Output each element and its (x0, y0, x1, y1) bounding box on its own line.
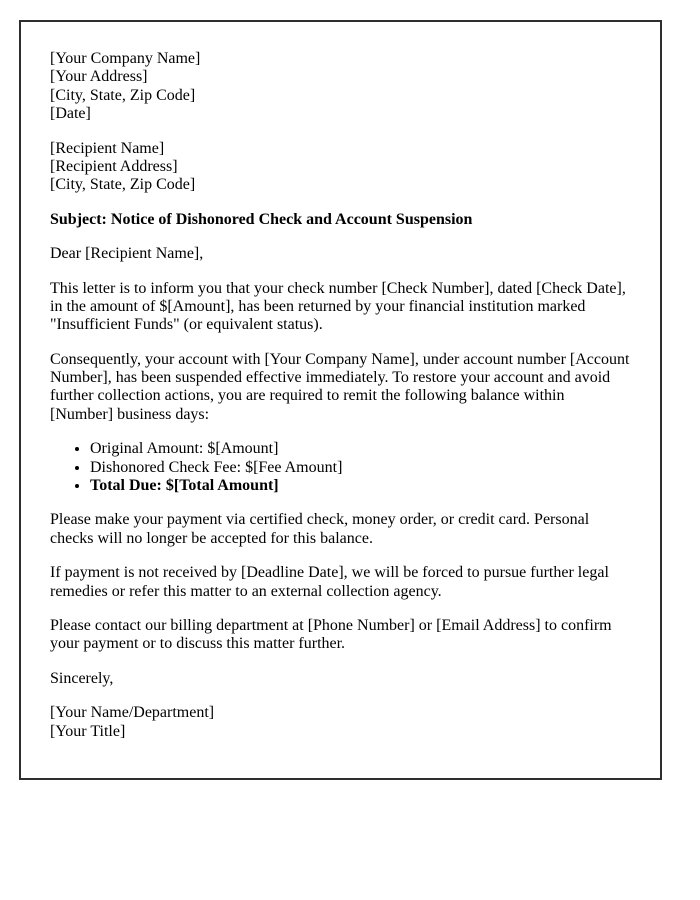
bullet-dishonored-check-fee: • Dishonored Check Fee: $[Fee Amount] (90, 459, 631, 477)
subject-line: Subject: Notice of Dishonored Check and Account Suspension (50, 210, 473, 228)
signature-title-line: [Your Title] (50, 722, 126, 740)
bullet-total-due: • Total Due: $[Total Amount] (90, 477, 631, 495)
body-paragraph-2: Consequently, your account with [Your Company Name], under account number [Account Number], has been suspended effective immediately. To restore your account and avoid further collection actions, you are required to remit the following balance within [Number] business days: (50, 350, 630, 423)
letter-document (19, 20, 662, 780)
salutation: Dear [Recipient Name], (50, 245, 204, 263)
body-paragraph-1: This letter is to inform you that your check number [Check Number], dated [Check Date], in the amount of $[Amount], has been returned by your financial institution marked "Insufficient Funds" (or equivalent status). (50, 279, 626, 334)
body-paragraph-3: Please make your payment via certified check, money order, or credit card. Personal checks will no longer be accepted for this balance. (50, 511, 590, 547)
signature-name-line: [Your Name/Department] (50, 704, 215, 722)
closing: Sincerely, (50, 669, 114, 687)
fee-bullet-list (50, 440, 631, 495)
recipient-name-line: [Recipient Name] (50, 139, 165, 157)
recipient-address-block (50, 140, 631, 195)
body-paragraph-4: If payment is not received by [Deadline Date], we will be forced to pursue further legal remedies or refer this matter to an external collection agency. (50, 564, 609, 600)
sender-city-line: [City, State, Zip Code] (50, 86, 196, 104)
sender-date-line: [Date] (50, 105, 91, 123)
signature-block (50, 704, 631, 741)
sender-address-line: [Your Address] (50, 68, 148, 86)
bullet-original-amount: • Original Amount: $[Amount] (90, 440, 631, 458)
recipient-city-line: [City, State, Zip Code] (50, 176, 196, 194)
sender-company-line: [Your Company Name] (50, 50, 201, 67)
sender-address-block (50, 50, 631, 124)
body-paragraph-5: Please contact our billing department at [Phone Number] or [Email Address] to confirm your payment or to discuss this matter further. (50, 616, 612, 653)
recipient-address-line: [Recipient Address] (50, 157, 178, 175)
